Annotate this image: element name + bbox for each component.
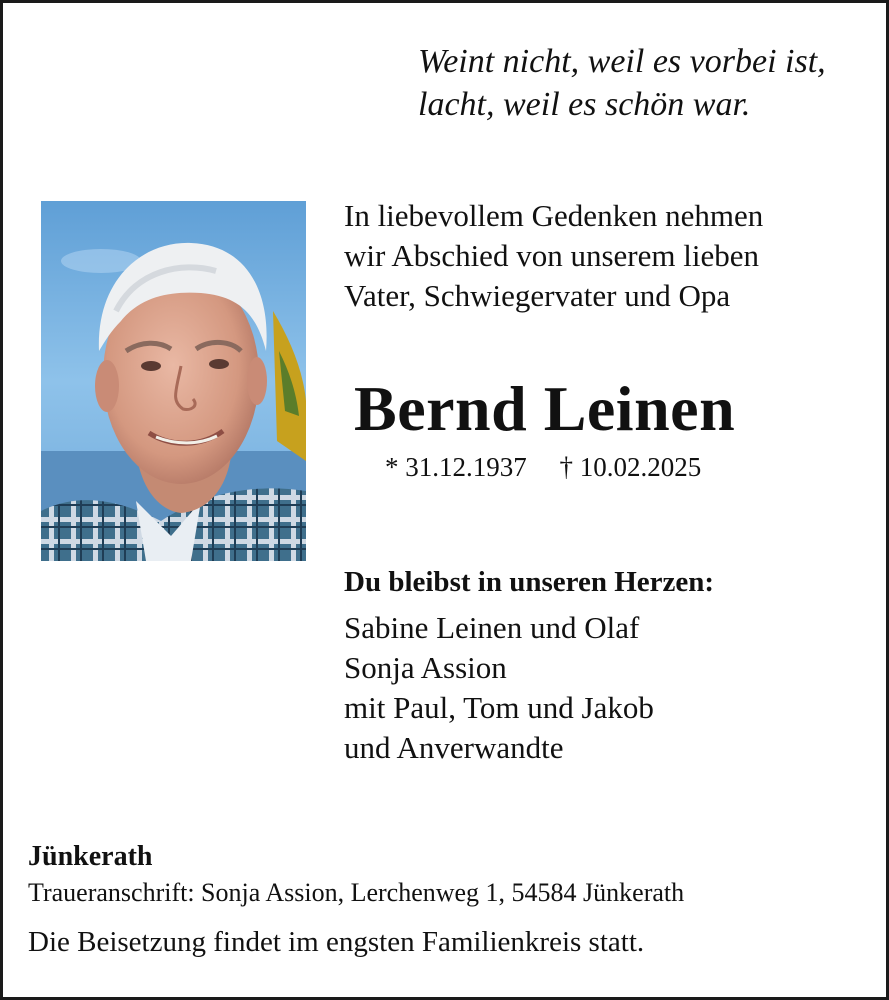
intro-line-3: Vater, Schwiegervater und Opa [344, 278, 731, 313]
funeral-notice: Die Beisetzung findet im engsten Familienkreis statt. [28, 926, 645, 958]
life-dates [385, 450, 701, 484]
motto-line-1: Weint nicht, weil es vorbei ist, [418, 43, 826, 80]
birth-date: * 31.12.1937 [385, 452, 527, 482]
intro-text [344, 196, 763, 316]
motto-line-2: lacht, weil es schön war. [418, 86, 751, 123]
motto-quote [418, 40, 826, 126]
portrait-image [41, 201, 306, 561]
intro-line-1: In liebevollem Gedenken nehmen [344, 198, 764, 233]
mourners-list [344, 608, 654, 768]
death-date: † 10.02.2025 [559, 452, 702, 482]
deceased-name: Bernd Leinen [354, 373, 736, 444]
mourner-line-1: Sabine Leinen und Olaf [344, 610, 640, 645]
mourner-line-4: und Anverwandte [344, 730, 564, 765]
mourners-heading: Du bleibst in unseren Herzen: [344, 566, 715, 598]
place-name: Jünkerath [28, 841, 153, 872]
mourner-line-3: mit Paul, Tom und Jakob [344, 690, 654, 725]
portrait-photo [41, 201, 306, 561]
mourner-line-2: Sonja Assion [344, 650, 507, 685]
mourning-address: Traueranschrift: Sonja Assion, Lerchenweg 1, 54584 Jünkerath [28, 878, 685, 907]
intro-line-2: wir Abschied von unserem lieben [344, 238, 759, 273]
